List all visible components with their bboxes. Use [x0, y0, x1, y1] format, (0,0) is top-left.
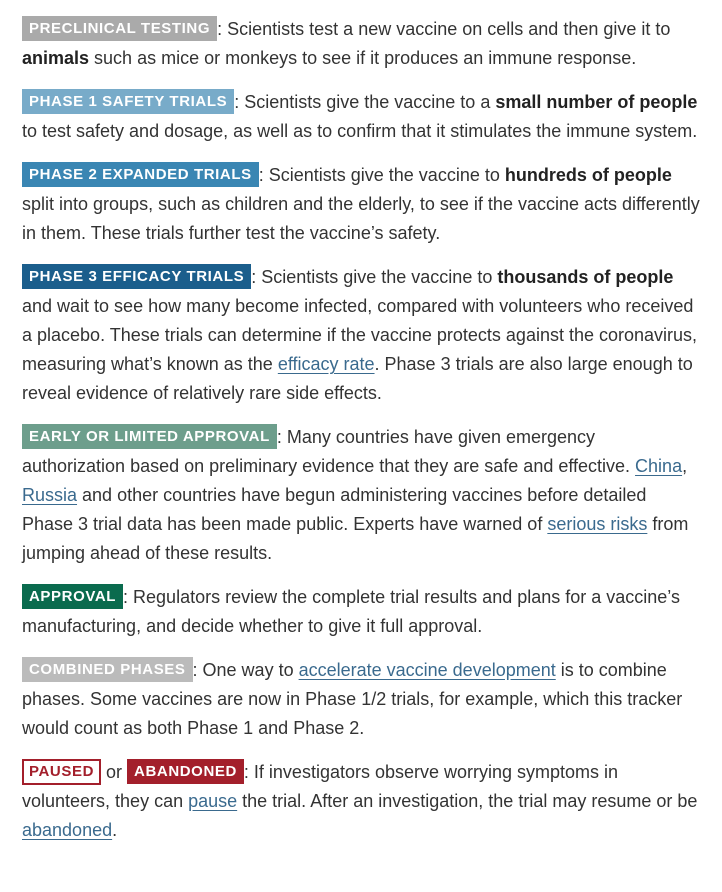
text-phase2-2: split into groups, such as children and the elderly, to see if the vaccine acts differently in them. These trials further test the vaccine’s safety.: [22, 194, 700, 243]
tag-phase3-efficacy-trials: PHASE 3 EFFICACY TRIALS: [22, 264, 251, 289]
tag-paused: PAUSED: [22, 759, 101, 785]
link-efficacy-rate[interactable]: efficacy rate: [277, 354, 375, 374]
tag-early-limited-approval: EARLY OR LIMITED APPROVAL: [22, 424, 277, 449]
text-phase1-1: : Scientists give the vaccine to a: [234, 92, 496, 112]
text-combined-2: is to combine phases. Some vaccines are now in Phase 1/2 trials, for example, which this tracker would count as both Phase 1 and Phase 2.: [22, 660, 683, 738]
link-serious-risks[interactable]: serious risks: [547, 514, 648, 534]
text-paused-3: .: [112, 820, 118, 840]
paragraph-phase1: [22, 88, 702, 146]
bold-small-number: small number of people: [495, 92, 698, 112]
tag-combined-phases: COMBINED PHASES: [22, 657, 193, 682]
vaccine-phase-legend: [22, 15, 702, 845]
text-phase2-1: : Scientists give the vaccine to: [258, 165, 505, 185]
text-or: or: [101, 762, 128, 782]
link-russia[interactable]: Russia: [22, 485, 78, 505]
tag-abandoned: ABANDONED: [127, 759, 244, 784]
link-accelerate-vaccine-development[interactable]: accelerate vaccine development: [298, 660, 556, 680]
text-phase3-3: . Phase 3 trials are also large enough to reveal evidence of relatively rare side effects.: [22, 354, 693, 403]
text-early-4: from jumping ahead of these results.: [22, 514, 689, 563]
text-combined-1: : One way to: [192, 660, 299, 680]
tag-approval: APPROVAL: [22, 584, 123, 609]
paragraph-combined-phases: [22, 656, 702, 743]
text-early-2: ,: [682, 456, 688, 476]
bold-thousands: thousands of people: [497, 267, 674, 287]
link-pause[interactable]: pause: [188, 791, 238, 811]
paragraph-preclinical: [22, 15, 702, 73]
link-china[interactable]: China: [635, 456, 683, 476]
text-preclinical-2: such as mice or monkeys to see if it produces an immune response.: [89, 48, 637, 68]
paragraph-phase2: [22, 161, 702, 248]
text-phase3-2: and wait to see how many become infected, compared with volunteers who received a placebo. These trials can determine if the vaccine protects against the coronavirus, measuring what’s known as the: [22, 296, 698, 374]
text-early-1: : Many countries have given emergency authorization based on preliminary evidence that they are safe and effective.: [22, 427, 636, 476]
text-early-3: and other countries have begun administering vaccines before detailed Phase 3 trial data has been made public. Experts have warned of: [22, 485, 647, 534]
text-paused-1: : If investigators observe worrying symptoms in volunteers, they can: [22, 762, 619, 811]
text-preclinical-1: : Scientists test a new vaccine on cells and then give it to: [217, 19, 671, 39]
text-phase1-2: to test safety and dosage, as well as to confirm that it stimulates the immune system.: [22, 121, 698, 141]
paragraph-approval: [22, 583, 702, 641]
tag-phase1-safety-trials: PHASE 1 SAFETY TRIALS: [22, 89, 234, 114]
bold-animals: animals: [22, 48, 90, 68]
link-abandoned[interactable]: abandoned: [22, 820, 113, 840]
bold-hundreds: hundreds of people: [504, 165, 672, 185]
text-approval-1: : Regulators review the complete trial results and plans for a vaccine’s manufacturing, and decide whether to give it full approval.: [22, 587, 680, 636]
paragraph-early-approval: [22, 423, 702, 568]
text-phase3-1: : Scientists give the vaccine to: [251, 267, 498, 287]
paragraph-paused-abandoned: [22, 758, 702, 845]
tag-phase2-expanded-trials: PHASE 2 EXPANDED TRIALS: [22, 162, 259, 187]
tag-preclinical-testing: PRECLINICAL TESTING: [22, 16, 217, 41]
paragraph-phase3: [22, 263, 702, 408]
text-paused-2: the trial. After an investigation, the trial may resume or be: [237, 791, 698, 811]
